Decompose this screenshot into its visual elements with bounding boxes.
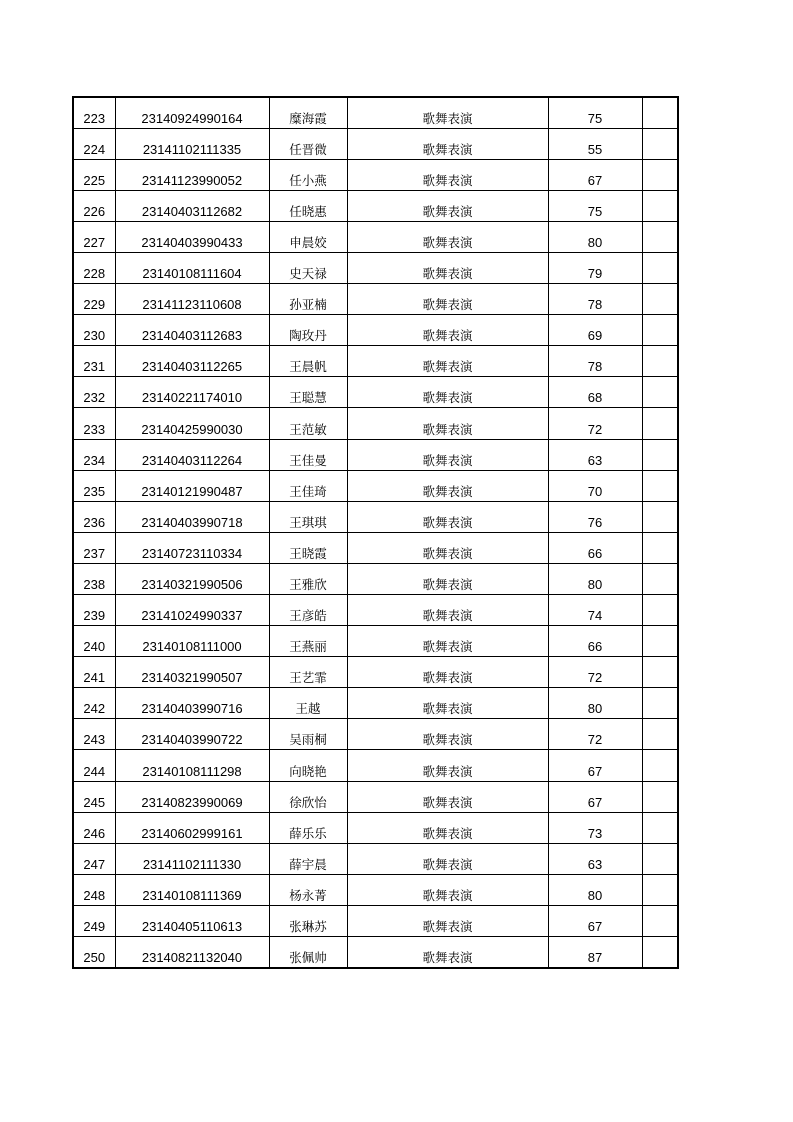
remarks-cell [642,377,678,408]
student-name-cell: 王聪慧 [269,377,347,408]
table-row [73,688,678,719]
remarks-cell [642,284,678,315]
row-number-cell: 243 [73,719,115,750]
remarks-cell [642,346,678,377]
table-row [73,626,678,657]
row-number-cell: 250 [73,937,115,968]
student-name-cell: 向晓艳 [269,750,347,781]
category-cell: 歌舞表演 [347,812,548,843]
row-number-cell: 249 [73,905,115,936]
exam-id-cell: 23140405110613 [115,905,269,936]
score-cell: 70 [548,470,642,501]
student-name-cell: 王越 [269,688,347,719]
table-row [73,377,678,408]
exam-id-cell: 23140821132040 [115,937,269,968]
category-cell: 歌舞表演 [347,532,548,563]
table-row [73,563,678,594]
table-row [73,252,678,283]
category-cell: 歌舞表演 [347,595,548,626]
remarks-cell [642,719,678,750]
score-cell: 78 [548,284,642,315]
exam-id-cell: 23140108111369 [115,874,269,905]
category-cell: 歌舞表演 [347,408,548,439]
category-cell: 歌舞表演 [347,719,548,750]
category-cell: 歌舞表演 [347,97,548,128]
score-cell: 72 [548,408,642,439]
exam-id-cell: 23140403112265 [115,346,269,377]
category-cell: 歌舞表演 [347,128,548,159]
score-cell: 63 [548,439,642,470]
remarks-cell [642,97,678,128]
table-row [73,937,678,968]
table-row [73,408,678,439]
exam-id-cell: 23140108111000 [115,626,269,657]
row-number-cell: 236 [73,501,115,532]
remarks-cell [642,439,678,470]
table-row [73,657,678,688]
exam-id-cell: 23141102111335 [115,128,269,159]
category-cell: 歌舞表演 [347,439,548,470]
remarks-cell [642,812,678,843]
category-cell: 歌舞表演 [347,688,548,719]
exam-id-cell: 23140823990069 [115,781,269,812]
remarks-cell [642,501,678,532]
exam-id-cell: 23140403112264 [115,439,269,470]
remarks-cell [642,532,678,563]
student-name-cell: 杨永菁 [269,874,347,905]
student-name-cell: 史天禄 [269,252,347,283]
table-row [73,190,678,221]
score-table-body [73,97,678,968]
score-cell: 76 [548,501,642,532]
row-number-cell: 242 [73,688,115,719]
remarks-cell [642,595,678,626]
row-number-cell: 240 [73,626,115,657]
score-cell: 78 [548,346,642,377]
exam-id-cell: 23141024990337 [115,595,269,626]
score-cell: 80 [548,221,642,252]
score-cell: 87 [548,937,642,968]
row-number-cell: 230 [73,315,115,346]
table-row [73,905,678,936]
remarks-cell [642,657,678,688]
table-row [73,750,678,781]
score-cell: 55 [548,128,642,159]
remarks-cell [642,315,678,346]
row-number-cell: 232 [73,377,115,408]
student-name-cell: 王佳曼 [269,439,347,470]
score-cell: 74 [548,595,642,626]
row-number-cell: 238 [73,563,115,594]
exam-id-cell: 23140108111298 [115,750,269,781]
table-row [73,781,678,812]
score-cell: 80 [548,688,642,719]
exam-id-cell: 23140403990718 [115,501,269,532]
exam-id-cell: 23140321990507 [115,657,269,688]
row-number-cell: 226 [73,190,115,221]
category-cell: 歌舞表演 [347,657,548,688]
category-cell: 歌舞表演 [347,626,548,657]
remarks-cell [642,874,678,905]
table-row [73,346,678,377]
row-number-cell: 248 [73,874,115,905]
student-name-cell: 任晋微 [269,128,347,159]
exam-id-cell: 23140221174010 [115,377,269,408]
remarks-cell [642,128,678,159]
row-number-cell: 231 [73,346,115,377]
table-row [73,470,678,501]
score-cell: 67 [548,159,642,190]
student-name-cell: 陶玫丹 [269,315,347,346]
student-name-cell: 王琪琪 [269,501,347,532]
student-name-cell: 任小燕 [269,159,347,190]
score-cell: 75 [548,190,642,221]
remarks-cell [642,159,678,190]
row-number-cell: 225 [73,159,115,190]
exam-id-cell: 23140602999161 [115,812,269,843]
table-row [73,221,678,252]
student-name-cell: 徐欣怡 [269,781,347,812]
student-name-cell: 王范敏 [269,408,347,439]
remarks-cell [642,905,678,936]
student-name-cell: 王佳琦 [269,470,347,501]
exam-id-cell: 23140425990030 [115,408,269,439]
row-number-cell: 241 [73,657,115,688]
student-name-cell: 任晓惠 [269,190,347,221]
category-cell: 歌舞表演 [347,470,548,501]
category-cell: 歌舞表演 [347,874,548,905]
exam-id-cell: 23141123110608 [115,284,269,315]
score-cell: 63 [548,843,642,874]
row-number-cell: 233 [73,408,115,439]
student-name-cell: 王艺霏 [269,657,347,688]
row-number-cell: 223 [73,97,115,128]
exam-id-cell: 23140403990433 [115,221,269,252]
row-number-cell: 224 [73,128,115,159]
student-name-cell: 糜海霞 [269,97,347,128]
exam-id-cell: 23140321990506 [115,563,269,594]
student-name-cell: 王晨帆 [269,346,347,377]
table-row [73,719,678,750]
exam-id-cell: 23141102111330 [115,843,269,874]
score-cell: 67 [548,750,642,781]
student-name-cell: 王雅欣 [269,563,347,594]
table-row [73,97,678,128]
row-number-cell: 246 [73,812,115,843]
row-number-cell: 235 [73,470,115,501]
category-cell: 歌舞表演 [347,750,548,781]
category-cell: 歌舞表演 [347,843,548,874]
category-cell: 歌舞表演 [347,501,548,532]
score-cell: 79 [548,252,642,283]
table-row [73,501,678,532]
category-cell: 歌舞表演 [347,346,548,377]
exam-id-cell: 23141123990052 [115,159,269,190]
remarks-cell [642,252,678,283]
row-number-cell: 244 [73,750,115,781]
row-number-cell: 245 [73,781,115,812]
remarks-cell [642,937,678,968]
student-name-cell: 王燕丽 [269,626,347,657]
table-row [73,315,678,346]
remarks-cell [642,688,678,719]
score-cell: 66 [548,626,642,657]
row-number-cell: 239 [73,595,115,626]
student-name-cell: 吴雨桐 [269,719,347,750]
score-table [72,96,679,969]
exam-id-cell: 23140403112683 [115,315,269,346]
category-cell: 歌舞表演 [347,563,548,594]
table-row [73,128,678,159]
remarks-cell [642,563,678,594]
row-number-cell: 247 [73,843,115,874]
row-number-cell: 229 [73,284,115,315]
remarks-cell [642,190,678,221]
table-row [73,532,678,563]
category-cell: 歌舞表演 [347,284,548,315]
category-cell: 歌舞表演 [347,905,548,936]
student-name-cell: 张佩帅 [269,937,347,968]
category-cell: 歌舞表演 [347,190,548,221]
exam-id-cell: 23140924990164 [115,97,269,128]
row-number-cell: 234 [73,439,115,470]
student-name-cell: 王彦皓 [269,595,347,626]
category-cell: 歌舞表演 [347,937,548,968]
exam-id-cell: 23140403112682 [115,190,269,221]
exam-id-cell: 23140723110334 [115,532,269,563]
exam-id-cell: 23140121990487 [115,470,269,501]
score-cell: 67 [548,905,642,936]
category-cell: 歌舞表演 [347,252,548,283]
student-name-cell: 张琳苏 [269,905,347,936]
score-cell: 72 [548,719,642,750]
student-name-cell: 薛乐乐 [269,812,347,843]
exam-id-cell: 23140403990722 [115,719,269,750]
row-number-cell: 228 [73,252,115,283]
row-number-cell: 237 [73,532,115,563]
remarks-cell [642,781,678,812]
table-row [73,843,678,874]
score-cell: 80 [548,874,642,905]
category-cell: 歌舞表演 [347,377,548,408]
score-cell: 80 [548,563,642,594]
remarks-cell [642,843,678,874]
score-cell: 67 [548,781,642,812]
student-name-cell: 申晨姣 [269,221,347,252]
category-cell: 歌舞表演 [347,781,548,812]
table-row [73,595,678,626]
table-row [73,874,678,905]
remarks-cell [642,408,678,439]
score-cell: 72 [548,657,642,688]
student-name-cell: 王晓霞 [269,532,347,563]
table-row [73,439,678,470]
exam-id-cell: 23140108111604 [115,252,269,283]
remarks-cell [642,626,678,657]
exam-id-cell: 23140403990716 [115,688,269,719]
score-cell: 68 [548,377,642,408]
student-name-cell: 孙亚楠 [269,284,347,315]
score-cell: 66 [548,532,642,563]
remarks-cell [642,470,678,501]
score-cell: 75 [548,97,642,128]
remarks-cell [642,750,678,781]
table-row [73,159,678,190]
table-row [73,284,678,315]
remarks-cell [642,221,678,252]
student-name-cell: 薛宇晨 [269,843,347,874]
score-cell: 73 [548,812,642,843]
category-cell: 歌舞表演 [347,315,548,346]
category-cell: 歌舞表演 [347,159,548,190]
score-cell: 69 [548,315,642,346]
row-number-cell: 227 [73,221,115,252]
category-cell: 歌舞表演 [347,221,548,252]
table-row [73,812,678,843]
